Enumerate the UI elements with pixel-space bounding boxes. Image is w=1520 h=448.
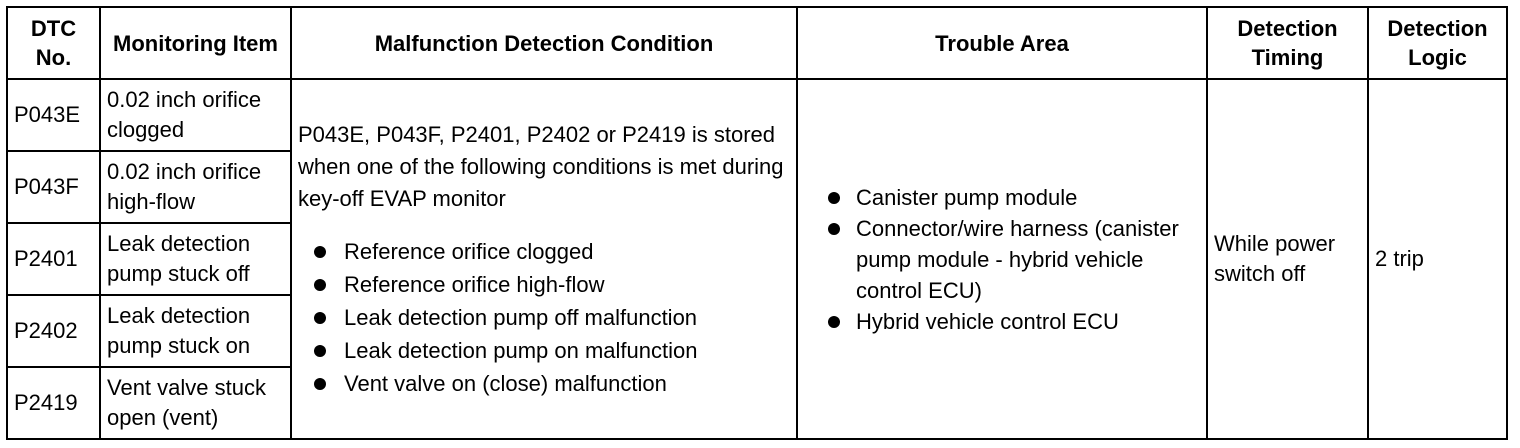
header-dtc-no: DTC No. [7, 7, 100, 79]
header-detection-timing: Detection Timing [1207, 7, 1368, 79]
header-malfunction-condition: Malfunction Detection Condition [291, 7, 797, 79]
malfunction-condition-cell [291, 79, 797, 439]
detection-logic: 2 trip [1368, 79, 1507, 439]
dtc-code: P2402 [7, 295, 100, 367]
condition-intro: P043E, P043F, P2401, P2402 or P2419 is stored when one of the following conditions is met during key-off EVAP monitor [298, 121, 784, 211]
monitoring-item: 0.02 inch orifice high-flow [100, 151, 291, 223]
detection-timing: While power switch off [1207, 79, 1368, 439]
header-trouble-area: Trouble Area [797, 7, 1207, 79]
header-row [7, 7, 1507, 79]
condition-list [298, 235, 790, 400]
condition-item: Reference orifice high-flow [298, 268, 790, 301]
trouble-area-item: Canister pump module [804, 182, 1200, 213]
dtc-code: P2419 [7, 367, 100, 439]
monitoring-item: Leak detection pump stuck off [100, 223, 291, 295]
trouble-area-list [804, 182, 1200, 337]
dtc-code: P2401 [7, 223, 100, 295]
condition-item: Leak detection pump off malfunction [298, 301, 790, 334]
table-row [7, 79, 1507, 151]
trouble-area-cell [797, 79, 1207, 439]
trouble-area-item: Connector/wire harness (canister pump module - hybrid vehicle control ECU) [804, 213, 1200, 306]
dtc-code: P043F [7, 151, 100, 223]
header-detection-logic: Detection Logic [1368, 7, 1507, 79]
monitoring-item: Leak detection pump stuck on [100, 295, 291, 367]
trouble-area-item: Hybrid vehicle control ECU [804, 306, 1200, 337]
condition-item: Reference orifice clogged [298, 235, 790, 268]
header-monitoring-item: Monitoring Item [100, 7, 291, 79]
dtc-code: P043E [7, 79, 100, 151]
condition-item: Leak detection pump on malfunction [298, 334, 790, 367]
monitoring-item: 0.02 inch orifice clogged [100, 79, 291, 151]
monitoring-item: Vent valve stuck open (vent) [100, 367, 291, 439]
dtc-table [6, 6, 1508, 440]
condition-item: Vent valve on (close) malfunction [298, 367, 790, 400]
